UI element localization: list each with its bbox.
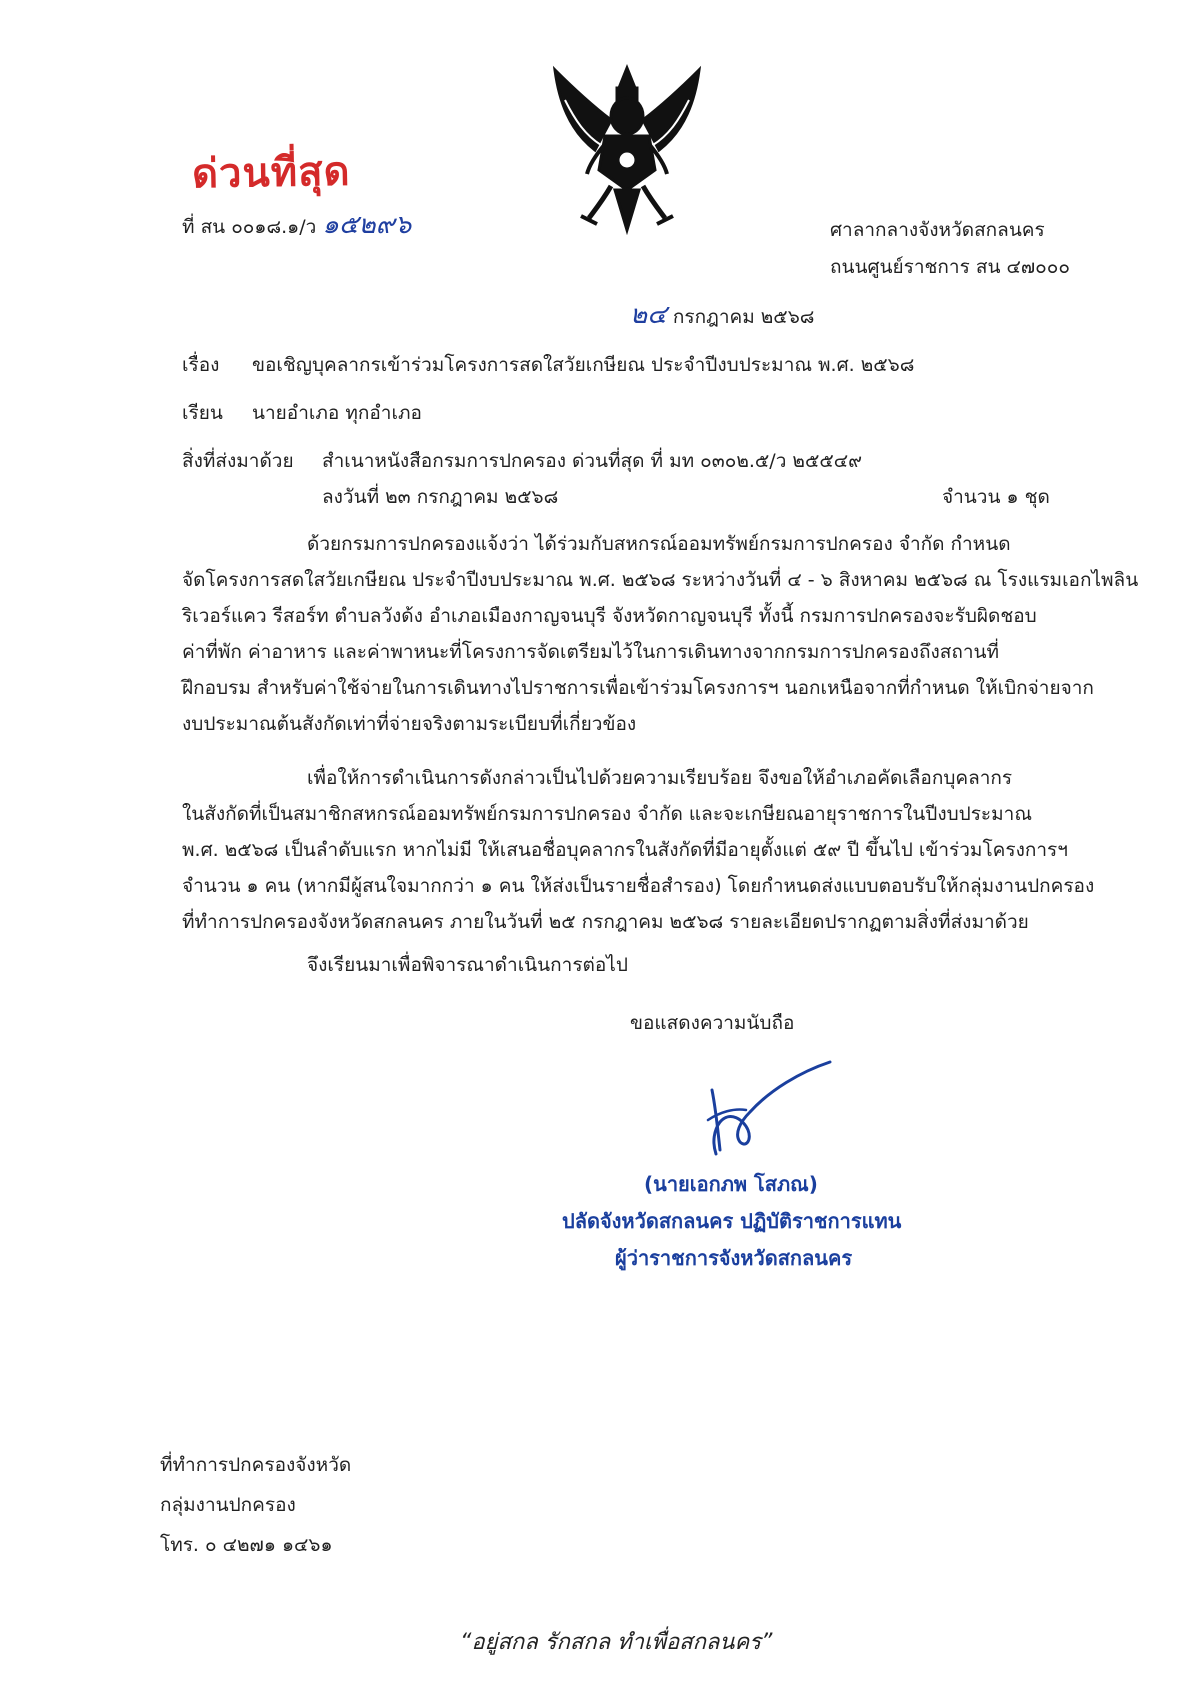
garuda-emblem-icon bbox=[545, 60, 710, 235]
enclosure-line2: ลงวันที่ ๒๓ กรกฎาคม ๒๕๖๘ bbox=[322, 486, 559, 508]
body-paragraph-1 bbox=[182, 526, 1139, 742]
paragraph-line: พ.ศ. ๒๕๖๘ เป็นลำดับแรก หากไม่มี ให้เสนอชื่อบุคลากรในสังกัดที่มีอายุตั้งแต่ ๕๙ ปี ขึ้นไป เข้าร่วมโครงการฯ bbox=[182, 839, 1068, 861]
paragraph-line: ที่ทำการปกครองจังหวัดสกลนคร ภายในวันที่ ๒๕ กรกฎาคม ๒๕๖๘ รายละเอียดปรากฏตามสิ่งที่ส่งมาด้วย bbox=[182, 911, 1029, 933]
footer-office: ที่ทำการปกครองจังหวัด bbox=[160, 1454, 352, 1476]
signatory-title-1: ปลัดจังหวัดสกลนคร ปฏิบัติราชการแทน bbox=[562, 1209, 902, 1233]
subject-text: ขอเชิญบุคลากรเข้าร่วมโครงการสดใสวัยเกษียณ ประจำปีงบประมาณ พ.ศ. ๒๕๖๘ bbox=[252, 354, 915, 376]
enclosure-line1: สำเนาหนังสือกรมการปกครอง ด่วนที่สุด ที่ มท ๐๓๐๒.๕/ว ๒๕๕๔๙ bbox=[322, 450, 862, 472]
recipient-label: เรียน bbox=[182, 402, 223, 424]
body-paragraph-3: จึงเรียนมาเพื่อพิจารณาดำเนินการต่อไป bbox=[307, 954, 628, 976]
closing-salutation: ขอแสดงความนับถือ bbox=[630, 1012, 795, 1034]
enclosure-count: จำนวน ๑ ชุด bbox=[942, 486, 1050, 508]
date-day-handwritten: ๒๔ bbox=[630, 300, 667, 330]
paragraph-line: ฝึกอบรม สำหรับค่าใช้จ่ายในการเดินทางไปราชการเพื่อเข้าร่วมโครงการฯ นอกเหนือจากที่กำหนด ให้เบิกจ่ายจาก bbox=[182, 677, 1094, 699]
reference-prefix: ที่ สน ๐๐๑๘.๑/ว bbox=[182, 216, 317, 238]
paragraph-line: ในสังกัดที่เป็นสมาชิกสหกรณ์ออมทรัพย์กรมการปกครอง จำกัด และจะเกษียณอายุราชการในปีงบประมาณ bbox=[182, 803, 1032, 825]
sender-address-line1: ศาลากลางจังหวัดสกลนคร bbox=[830, 219, 1045, 241]
paragraph-line: ริเวอร์แคว รีสอร์ท ตำบลวังด้ง อำเภอเมืองกาญจนบุรี จังหวัดกาญจนบุรี ทั้งนี้ กรมการปกครองจะรับผิดชอบ bbox=[182, 605, 1037, 627]
reference-number bbox=[182, 210, 411, 242]
paragraph-line: เพื่อให้การดำเนินการดังกล่าวเป็นไปด้วยความเรียบร้อย จึงขอให้อำเภอคัดเลือกบุคลากร bbox=[307, 767, 1013, 789]
reference-handwritten-number: ๑๕๒๙๖ bbox=[322, 210, 412, 240]
footer-phone: โทร. ๐ ๔๒๗๑ ๑๔๖๑ bbox=[160, 1534, 333, 1556]
paragraph-line: ด้วยกรมการปกครองแจ้งว่า ได้ร่วมกับสหกรณ์ออมทรัพย์กรมการปกครอง จำกัด กำหนด bbox=[307, 533, 1011, 555]
paragraph-line: งบประมาณต้นสังกัดเท่าที่จ่ายจริงตามระเบียบที่เกี่ยวข้อง bbox=[182, 713, 637, 735]
recipient-text: นายอำเภอ ทุกอำเภอ bbox=[252, 402, 422, 424]
document-date bbox=[630, 300, 814, 332]
body-paragraph-2 bbox=[182, 760, 1095, 940]
province-motto: “อยู่สกล รักสกล ทำเพื่อสกลนคร” bbox=[460, 1630, 773, 1655]
paragraph-line: ค่าที่พัก ค่าอาหาร และค่าพาหนะที่โครงการจัดเตรียมไว้ในการเดินทางจากกรมการปกครองถึงสถานที่ bbox=[182, 641, 1000, 663]
enclosure-label: สิ่งที่ส่งมาด้วย bbox=[182, 450, 294, 472]
handwritten-signature bbox=[690, 1050, 840, 1160]
paragraph-line: จัดโครงการสดใสวัยเกษียณ ประจำปีงบประมาณ พ.ศ. ๒๕๖๘ ระหว่างวันที่ ๔ - ๖ สิงหาคม ๒๕๖๘ ณ โรงแรมเอกไพลิน bbox=[182, 569, 1139, 591]
paragraph-line: จำนวน ๑ คน (หากมีผู้สนใจมากกว่า ๑ คน ให้ส่งเป็นรายชื่อสำรอง) โดยกำหนดส่งแบบตอบรับให้กลุ่มงานปกครอง bbox=[182, 875, 1095, 897]
urgency-stamp: ด่วนที่สุด bbox=[191, 148, 351, 198]
subject-label: เรื่อง bbox=[182, 354, 220, 376]
date-month-year: กรกฎาคม ๒๕๖๘ bbox=[672, 306, 815, 328]
signatory-name: (นายเอกภพ โสภณ) bbox=[644, 1172, 818, 1196]
sender-address-line2: ถนนศูนย์ราชการ สน ๔๗๐๐๐ bbox=[830, 256, 1070, 278]
footer-division: กลุ่มงานปกครอง bbox=[160, 1494, 296, 1516]
signatory-title-2: ผู้ว่าราชการจังหวัดสกลนคร bbox=[615, 1246, 853, 1270]
